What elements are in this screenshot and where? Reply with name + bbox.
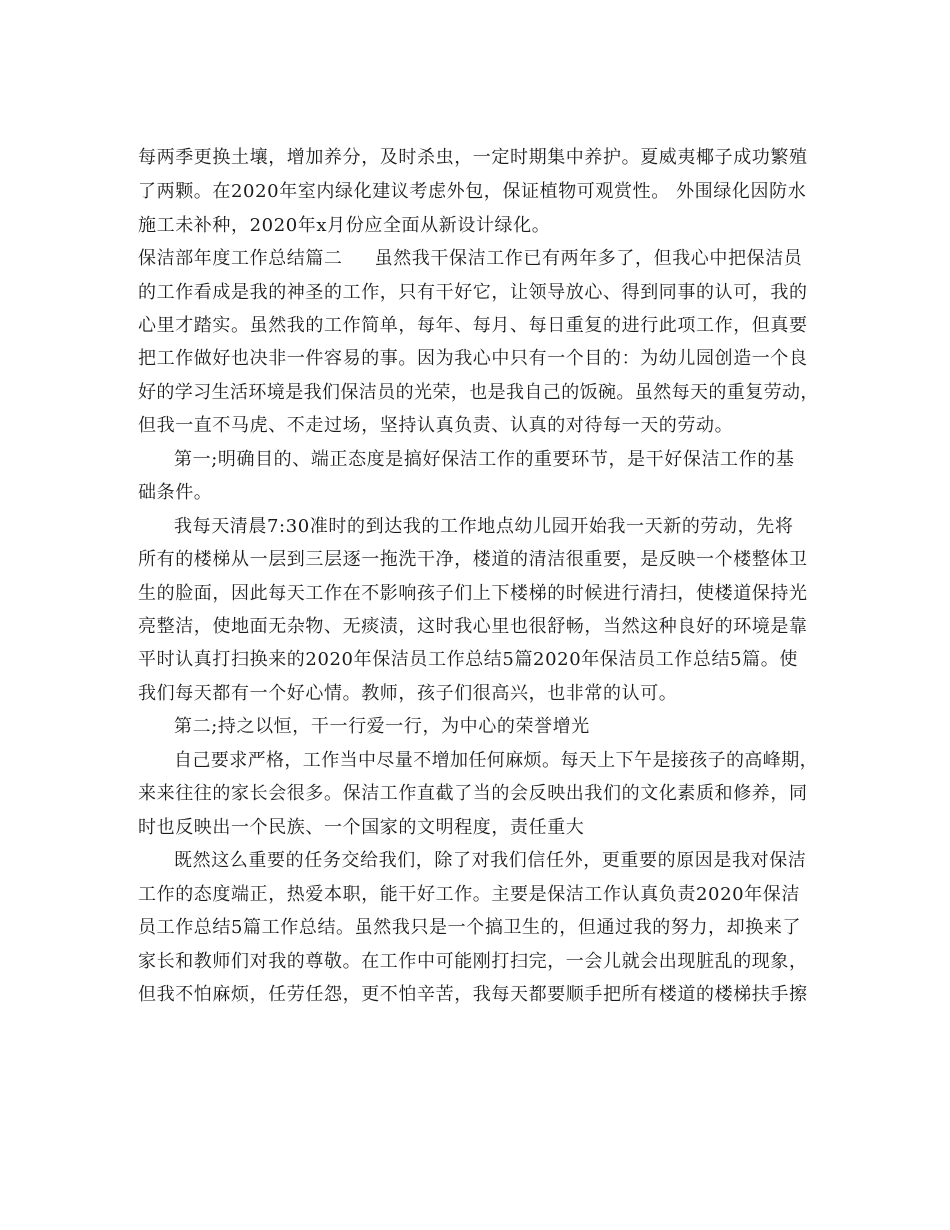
text-line: 生的脸面，因此每天工作在不影响孩子们上下楼梯的时候进行清扫，使楼道保持光	[138, 583, 808, 604]
text-line: 但我一直不马虎、不走过场，坚持认真负责、认真的对待每一天的劳动。	[138, 415, 734, 436]
section-heading: 保洁部年度工作总结篇二	[138, 248, 343, 269]
text-line: 每两季更换土壤，增加养分，及时杀虫，一定时期集中养护。夏威夷椰子成功繁殖	[138, 147, 808, 168]
text-line: 心里才踏实。虽然我的工作简单，每年、每月、每日重复的进行此项工作，但真要	[138, 315, 808, 336]
text-line: 但我不怕麻烦，任劳任怨，更不怕辛苦，我每天都要顺手把所有楼道的楼梯扶手擦	[138, 984, 808, 1005]
text-line: 了两颗。在2020年室内绿化建议考虑外包，保证植物可观赏性。 外围绿化因防水	[138, 181, 807, 202]
text-line: 员工作总结5篇工作总结。虽然我只是一个搞卫生的，但通过我的努力，却换来了	[138, 917, 802, 938]
text-line: 把工作做好也决非一件容易的事。因为我心中只有一个目的：为幼儿园创造一个良	[138, 348, 808, 369]
text-line: 础条件。	[138, 482, 213, 503]
text-line: 好的学习生活环境是我们保洁员的光荣，也是我自己的饭碗。虽然每天的重复劳动，	[138, 382, 819, 403]
text-line: 所有的楼梯从一层到三层逐一拖洗干净，楼道的清洁很重要，是反映一个楼整体卫	[138, 549, 808, 570]
text-line: 虽然我干保洁工作已有两年多了，但我心中把保洁员	[374, 248, 803, 269]
text-line: 来来往往的家长会很多。保洁工作直截了当的会反映出我们的文化素质和修养，同	[138, 783, 808, 804]
text-line: 我们每天都有一个好心情。教师，孩子们很高兴，也非常的认可。	[138, 683, 678, 704]
text-line: 既然这么重要的任务交给我们，除了对我们信任外，更重要的原因是我对保洁	[174, 850, 807, 871]
text-line: 我每天清晨7:30准时的到达我的工作地点幼儿园开始我一天新的劳动，先将	[174, 516, 794, 537]
text-line: 的工作看成是我的神圣的工作，只有干好它，让领导放心、得到同事的认可，我的	[138, 282, 808, 303]
text-line: 第一;明确目的、端正态度是搞好保洁工作的重要环节，是干好保洁工作的基	[174, 449, 795, 470]
text-line: 亮整洁，使地面无杂物、无痰渍，这时我心里也很舒畅，当然这种良好的环境是靠	[138, 616, 808, 637]
text-line: 施工未补种，2020年x月份应全面从新设计绿化。	[138, 215, 551, 236]
text-line: 工作的态度端正，热爱本职，能干好工作。主要是保洁工作认真负责2020年保洁	[138, 884, 801, 905]
text-line: 家长和教师们对我的尊敬。在工作中可能刚打扫完，一会儿就会出现脏乱的现象，	[138, 951, 808, 972]
text-line: 平时认真打扫换来的2020年保洁员工作总结5篇2020年保洁员工作总结5篇。使	[138, 649, 798, 670]
section-heading-line	[138, 247, 802, 271]
text-line: 时也反映出一个民族、一个国家的文明程度，责任重大	[138, 817, 585, 838]
text-line: 第二;持之以恒，干一行爱一行，为中心的荣誉增光	[174, 716, 590, 737]
text-line: 自己要求严格，工作当中尽量不增加任何麻烦。每天上下午是接孩子的高峰期，	[174, 750, 818, 771]
